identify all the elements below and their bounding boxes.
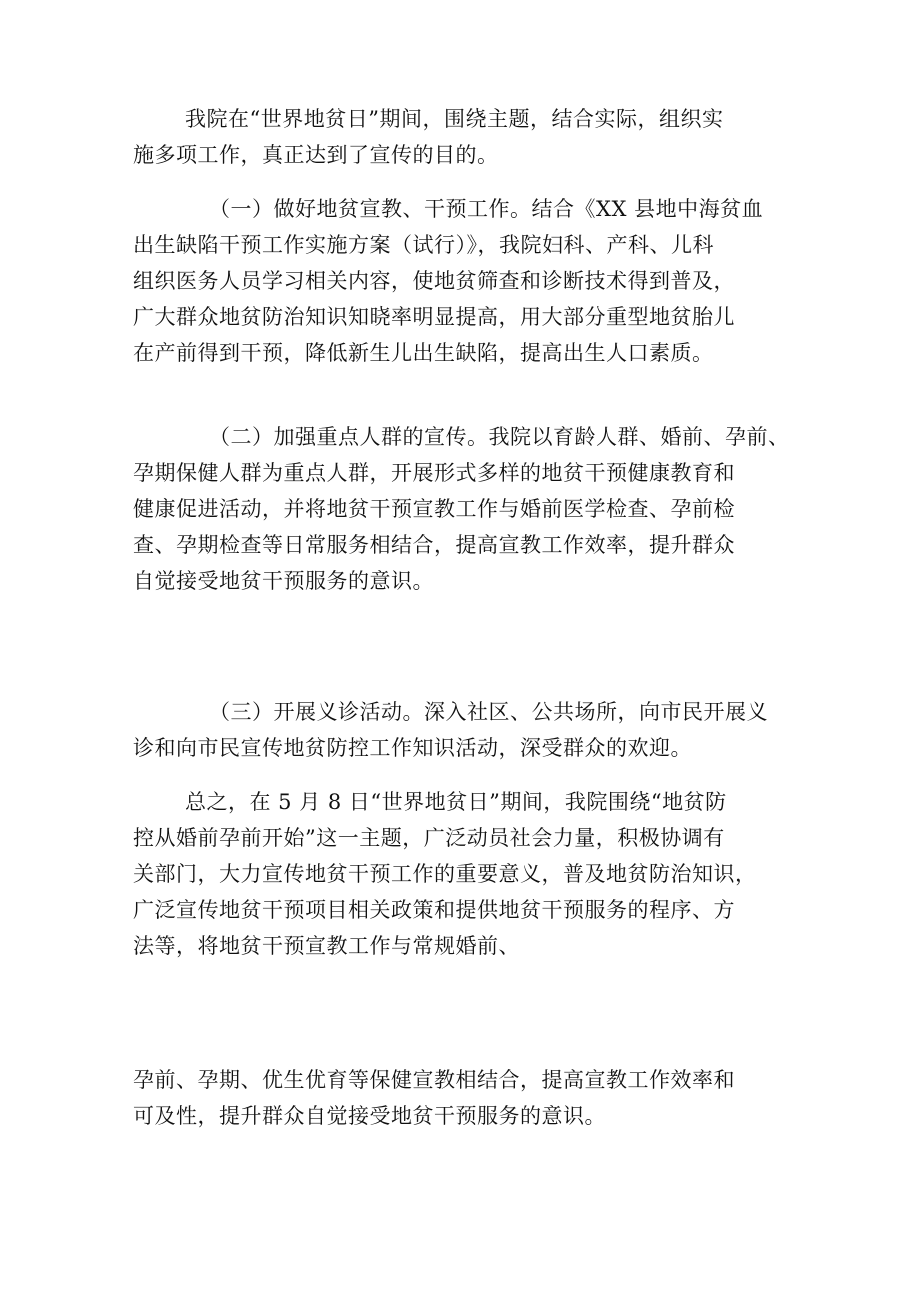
- text-line: 广大群众地贫防治知识知晓率明显提高，用大部分重型地贫胎儿: [133, 305, 735, 329]
- text-line: 关部门，大力宣传地贫干预工作的重要意义，普及地贫防治知识，: [133, 862, 757, 886]
- paragraph-summary-continued: [133, 1062, 735, 1134]
- text-line: 孕前、孕期、优生优育等保健宣教相结合，提高宣教工作效率和: [133, 1068, 735, 1092]
- paragraph-section-3: [133, 694, 768, 766]
- text-line: 我院在“世界地贫日”期间，围绕主题，结合实际，组织实: [185, 107, 724, 131]
- text-line: 出生缺陷干预工作实施方案（试行）》，我院妇科、产科、儿科: [133, 233, 714, 257]
- text-line: 控从婚前孕前开始”这一主题，广泛动员社会力量，积极协调有: [133, 826, 725, 850]
- text-line: 广泛宣传地贫干预项目相关政策和提供地贫干预服务的程序、方: [133, 898, 735, 922]
- paragraph-intro: [133, 101, 724, 173]
- text-line: 法等，将地贫干预宣教工作与常规婚前、: [133, 934, 520, 958]
- paragraph-section-2: [133, 419, 790, 599]
- text-line: 查、孕期检查等日常服务相结合，提高宣教工作效率，提升群众: [133, 533, 735, 557]
- text-line: （二）加强重点人群的宣传。我院以育龄人群、婚前、孕前、: [209, 425, 790, 449]
- text-line: 健康促进活动，并将地贫干预宣教工作与婚前医学检查、孕前检: [133, 497, 735, 521]
- paragraph-section-1: [133, 191, 764, 371]
- text-line: 诊和向市民宣传地贫防控工作知识活动，深受群众的欢迎。: [133, 736, 692, 760]
- text-line: 总之，在 5 月 8 日“世界地贫日”期间，我院围绕“地贫防: [185, 790, 727, 814]
- text-line: （一）做好地贫宣教、干预工作。结合《XX 县地中海贫血: [209, 197, 764, 221]
- text-line: 组织医务人员学习相关内容，使地贫筛查和诊断技术得到普及，: [133, 269, 735, 293]
- text-line: 施多项工作，真正达到了宣传的目的。: [133, 143, 499, 167]
- paragraph-summary: [133, 784, 757, 964]
- text-line: 孕期保健人群为重点人群，开展形式多样的地贫干预健康教育和: [133, 461, 735, 485]
- text-line: （三）开展义诊活动。深入社区、公共场所，向市民开展义: [209, 700, 768, 724]
- text-line: 自觉接受地贫干预服务的意识。: [133, 569, 434, 593]
- text-line: 可及性，提升群众自觉接受地贫干预服务的意识。: [133, 1104, 606, 1128]
- text-line: 在产前得到干预，降低新生儿出生缺陷，提高出生人口素质。: [133, 341, 714, 365]
